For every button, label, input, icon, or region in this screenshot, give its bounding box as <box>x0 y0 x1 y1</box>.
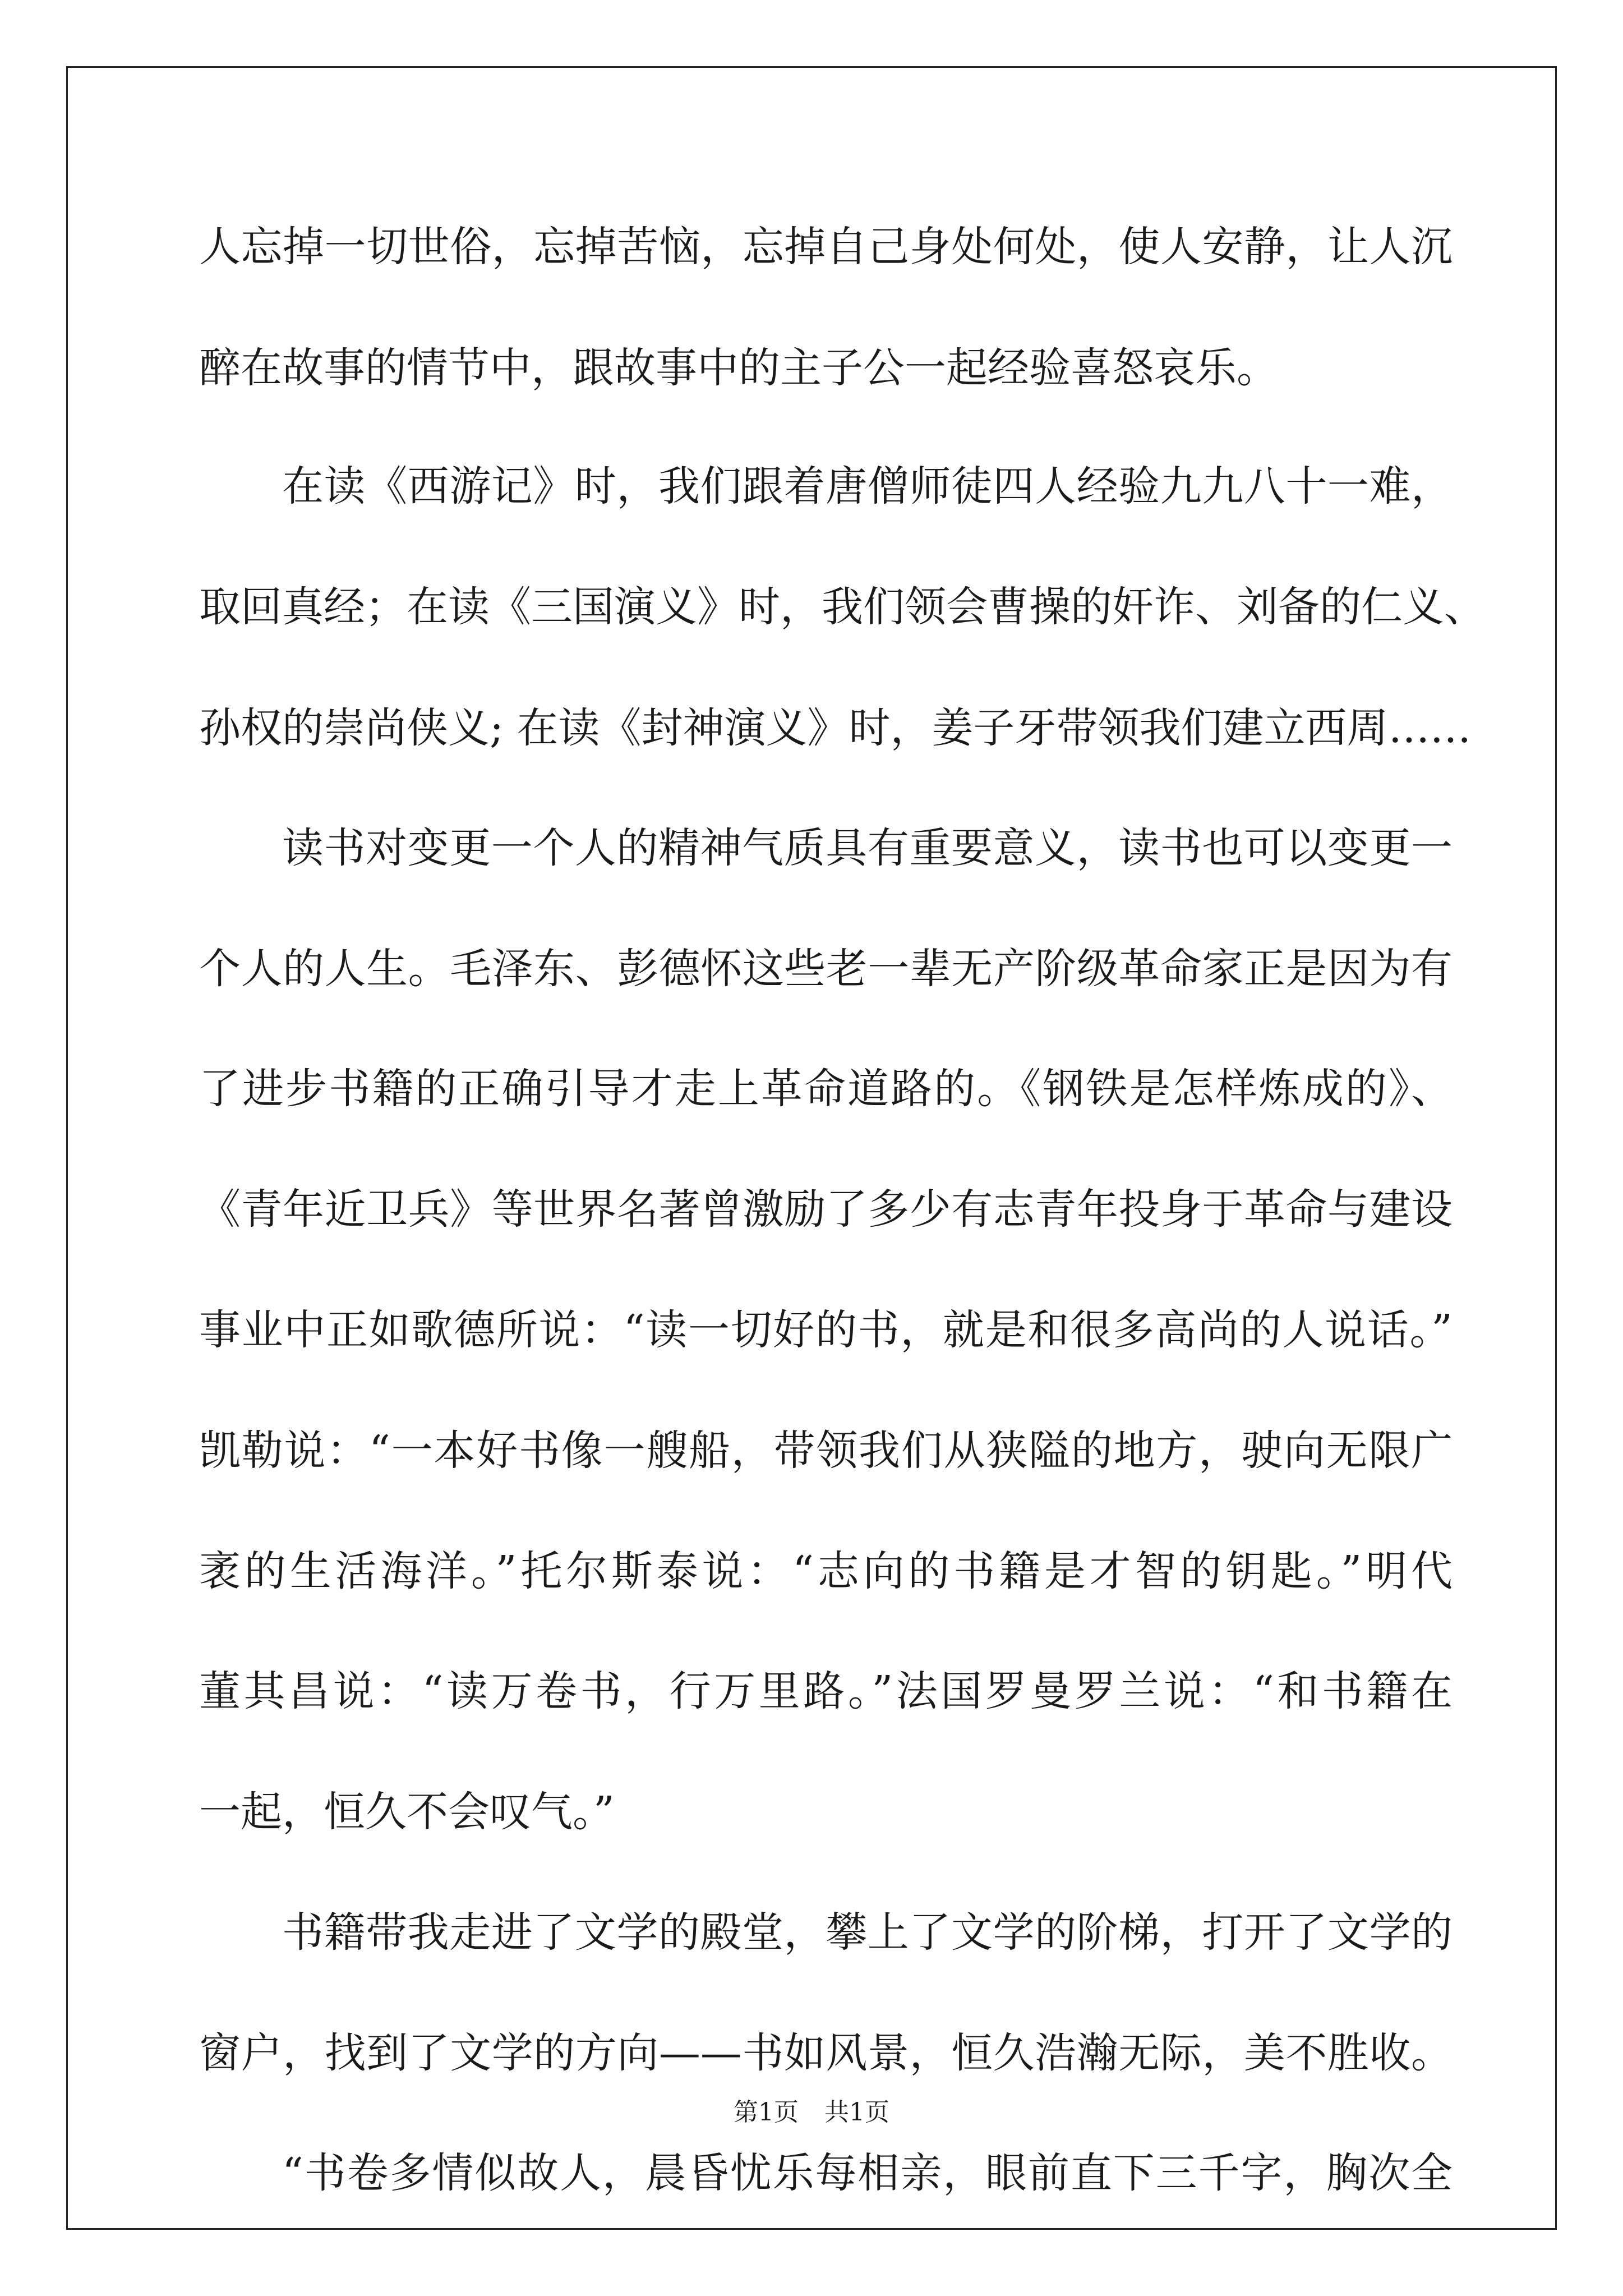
text-line: 孙权的崇尚侠义; 在读《封神演义》时，姜子牙带领我们建立西周…… <box>199 704 1472 752</box>
paragraph-first-line: 书籍带我走进了文学的殿堂，攀上了文学的阶梯，打开了文学的 <box>282 1908 1453 1957</box>
text-line: 醉在故事的情节中，跟故事中的主子公一起经验喜怒哀乐。 <box>199 344 1278 392</box>
text-line: 窗户，找到了文学的方向——书如风景，恒久浩瀚无际，美不胜收。 <box>199 2029 1453 2077</box>
text-line: 凯勒说：“一本好书像一艘船，带领我们从狭隘的地方，驶向无限广 <box>199 1427 1453 1475</box>
paragraph-first-line: “书卷多情似故人，晨昏忧乐每相亲，眼前直下三千字，胸次全 <box>282 2149 1453 2197</box>
text-line: 事业中正如歌德所说：“读一切好的书，就是和很多高尚的人说话。” <box>199 1306 1453 1354</box>
text-line: 董其昌说：“读万卷书，行万里路。”法国罗曼罗兰说：“和书籍在 <box>199 1667 1453 1715</box>
text-line: 了进步书籍的正确引导才走上革命道路的。《钢铁是怎样炼成的》、 <box>199 1065 1453 1113</box>
text-line: 个人的人生。毛泽东、彭德怀这些老一辈无产阶级革命家正是因为有 <box>199 945 1453 993</box>
paragraph-first-line: 读书对变更一个人的精神气质具有重要意义，读书也可以变更一 <box>282 824 1453 872</box>
page-number: 第1页 <box>734 2098 799 2127</box>
text-line: 取回真经；在读《三国演义》时，我们领会曹操的奸诈、刘备的仁义、 <box>199 583 1486 631</box>
text-line: 一起，恒久不会叹气。” <box>199 1788 615 1836</box>
text-line: 人忘掉一切世俗，忘掉苦恼，忘掉自己身处何处，使人安静，让人沉 <box>199 223 1453 271</box>
page-total: 共1页 <box>824 2098 889 2127</box>
text-line: 袤的生活海洋。”托尔斯泰说：“志向的书籍是才智的钥匙。”明代 <box>199 1547 1453 1595</box>
page-footer <box>0 2096 1623 2129</box>
paragraph-first-line: 在读《西游记》时，我们跟着唐僧师徒四人经验九九八十一难， <box>282 462 1453 510</box>
text-line: 《青年近卫兵》等世界名著曾激励了多少有志青年投身于革命与建设 <box>199 1185 1453 1234</box>
